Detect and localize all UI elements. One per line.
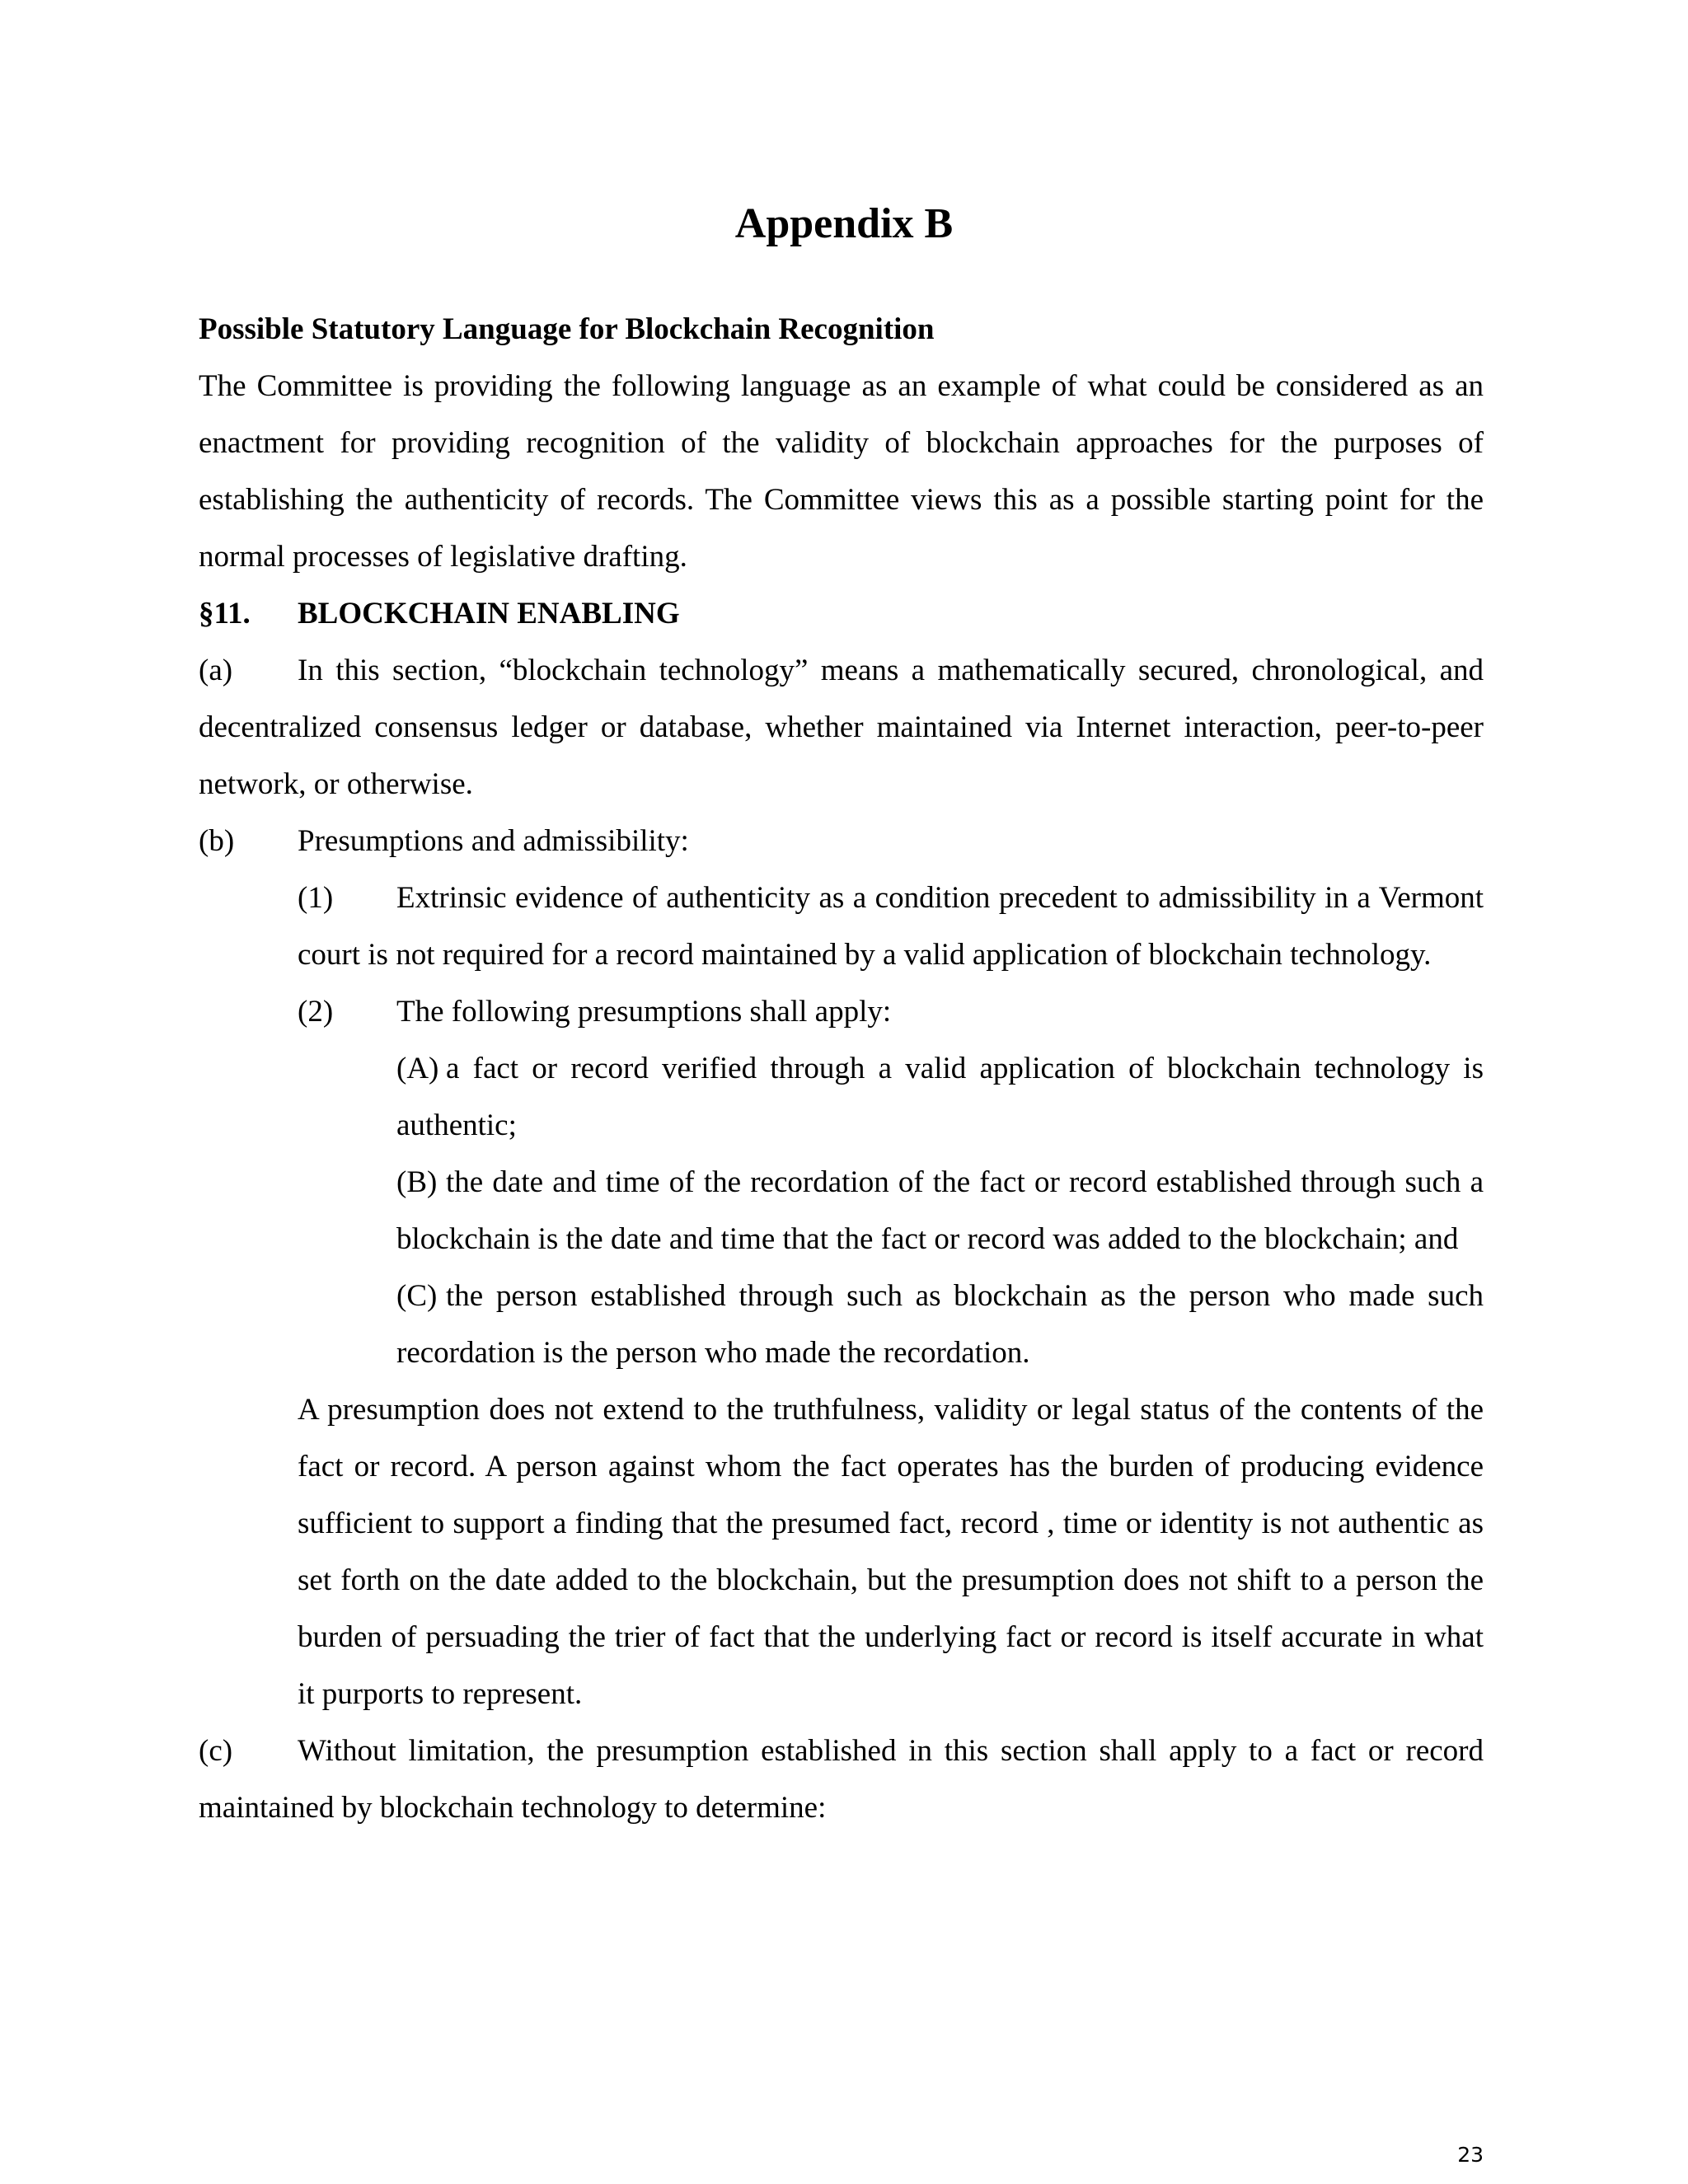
paragraph-b1-label: (1): [298, 881, 334, 915]
paragraph-C-text: the person established through such as blockchain as the person who made such recordation is the person who made the recordation.: [396, 1279, 1484, 1370]
paragraph-A-label: (A): [396, 1052, 439, 1085]
page-title: Appendix B: [734, 200, 954, 247]
paragraph-c-text: Without limitation, the presumption established in this section shall apply to a fact or record maintained by blockchain technology to determine:: [199, 1734, 1484, 1825]
paragraph-B: [199, 1154, 1484, 1268]
paragraph-b-label: (b): [199, 824, 235, 858]
paragraph-b2-label: (2): [298, 995, 334, 1029]
section-number: §11.: [199, 597, 251, 630]
paragraph-B-text: the date and time of the recordation of the fact or record established through such a blockchain is the date and time that the fact or record was added to the blockchain; and: [396, 1165, 1484, 1256]
paragraph-a-label: (a): [199, 654, 233, 687]
paragraph-b2-text: The following presumptions shall apply:: [396, 995, 892, 1029]
section-heading: [199, 585, 1484, 642]
paragraph-c-label: (c): [199, 1734, 233, 1768]
paragraph-C: [199, 1268, 1484, 1381]
subheading: Possible Statutory Language for Blockchain Recognition: [199, 312, 935, 346]
paragraph-a-text: In this section, “blockchain technology” means a mathematically secured, chronological, and decentralized consensus ledger or database, whether maintained via Internet interaction, peer-to-peer network, or otherwise.: [199, 654, 1484, 801]
paragraph-A: [199, 1040, 1484, 1154]
section-title: BLOCKCHAIN ENABLING: [298, 597, 680, 630]
paragraph-b1-text: Extrinsic evidence of authenticity as a condition precedent to admissibility in a Vermont court is not required for a record maintained by a valid application of blockchain technology.: [298, 881, 1484, 972]
presumption-note: A presumption does not extend to the truthfulness, validity or legal status of the contents of the fact or record. A person against whom the fact operates has the burden of producing evidence sufficient to support a finding that the presumed fact, record , time or identity is not authentic as set forth on the date added to the blockchain, but the presumption does not shift to a person the burden of persuading the trier of fact that the underlying fact or record is itself accurate in what it purports to represent.: [298, 1393, 1484, 1711]
paragraph-B-label: (B): [396, 1165, 438, 1199]
paragraph-A-text: a fact or record verified through a valid application of blockchain technology is authentic;: [396, 1052, 1484, 1142]
intro-paragraph: The Committee is providing the following language as an example of what could be considered as an enactment for providing recognition of the validity of blockchain approaches for the purposes of establishing the authenticity of records. The Committee views this as a possible starting point for the normal processes of legislative drafting.: [199, 369, 1484, 574]
paragraph-b: [199, 813, 1484, 869]
document-body: [199, 301, 1484, 1836]
paragraph-C-label: (C): [396, 1279, 438, 1313]
paragraph-b1: [199, 869, 1484, 983]
paragraph-b2: [199, 983, 1484, 1040]
paragraph-a: [199, 642, 1484, 813]
paragraph-c: [199, 1722, 1484, 1836]
page-number: 23: [1457, 2143, 1484, 2167]
paragraph-b-text: Presumptions and admissibility:: [298, 824, 689, 858]
